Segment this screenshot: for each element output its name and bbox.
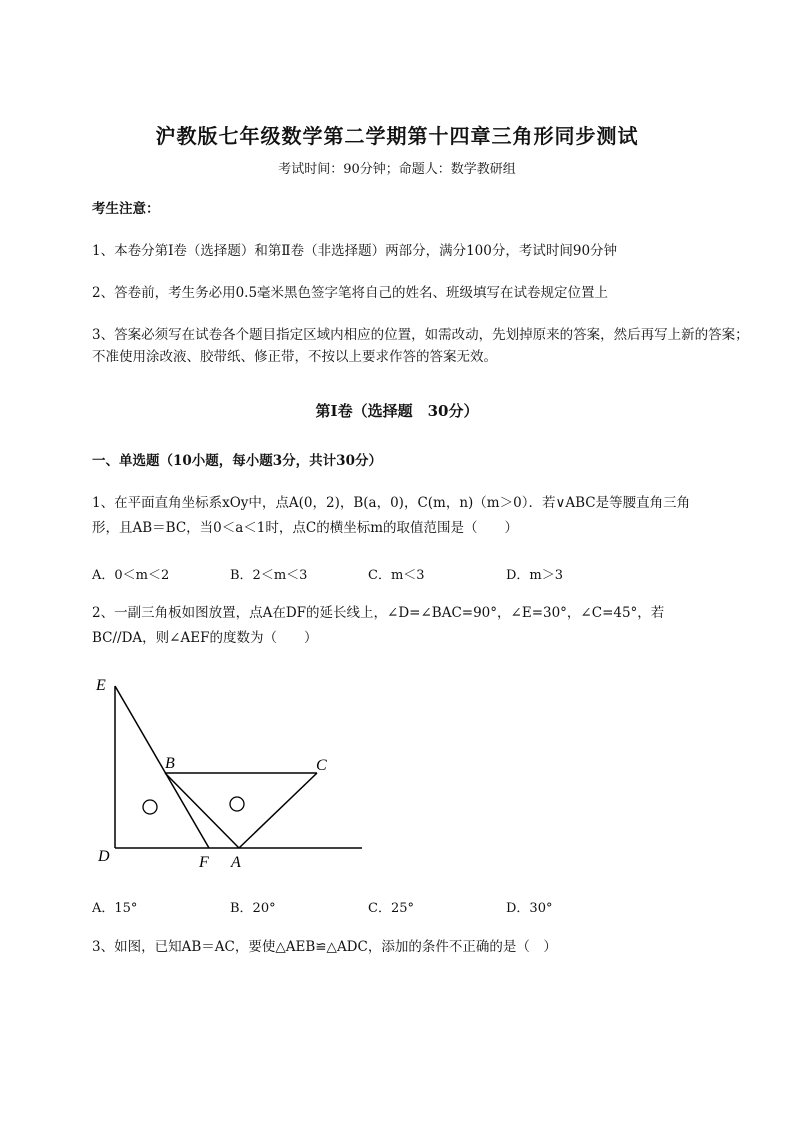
- notice-heading: 考生注意：: [92, 201, 160, 217]
- question-3-line-1: 3、如图，已知AB＝AC，要使△AEB≌△ADC，添加的条件不正确的是（ ）: [92, 939, 557, 955]
- question-2-line-2: BC//DA，则∠AEF的度数为（ ）: [92, 630, 318, 646]
- notice-item-3: 3、答案必须写在试卷各个题目指定区域内相应的位置，如需改动，先划掉原来的答案，然后再写上新的答案；不准使用涂改液、胶带纸、修正带，不按以上要求作答的答案无效。: [92, 327, 749, 365]
- label-f: F: [199, 854, 209, 871]
- question-2-option-b[interactable]: B．20°: [230, 901, 276, 916]
- notice-item-2: 2、答卷前，考生务必用0.5毫米黑色签字笔将自己的姓名、班级填写在试卷规定位置上: [92, 285, 609, 301]
- page-title: 沪教版七年级数学第二学期第十四章三角形同步测试: [155, 124, 639, 148]
- label-c: C: [316, 757, 327, 774]
- edge-ef: [115, 686, 209, 848]
- part-heading: 一、单选题（10小题，每小题3分，共计30分）: [92, 453, 382, 469]
- question-1-line-2: 形，且AB＝BC，当0＜a＜1时，点C的横坐标m的取值范围是（ ）: [92, 520, 519, 536]
- question-1-option-c[interactable]: C．m＜3: [368, 568, 425, 583]
- label-e: E: [96, 677, 106, 694]
- notice-item-1: 1、本卷分第I卷（选择题）和第Ⅱ卷（非选择题）两部分，满分100分，考试时间90分钟: [92, 243, 618, 259]
- hole-circle-right: [230, 797, 244, 811]
- question-2-option-d[interactable]: D．30°: [506, 901, 553, 916]
- label-b: B: [165, 755, 175, 772]
- question-1-option-a[interactable]: A．0＜m＜2: [92, 568, 170, 583]
- hole-circle-left: [143, 800, 157, 814]
- edge-ca: [239, 773, 317, 848]
- question-1-line-1: 1、在平面直角坐标系xOy中，点A(0，2)，B(a，0)，C(m，n)（m＞0）．若∨ABC是等腰直角三角: [92, 495, 691, 511]
- question-2-option-c[interactable]: C．25°: [368, 901, 414, 916]
- label-d: D: [98, 848, 110, 865]
- label-a: A: [231, 854, 241, 871]
- question-2-option-a[interactable]: A．15°: [92, 901, 138, 916]
- question-1-option-b[interactable]: B．2＜m＜3: [230, 568, 308, 583]
- question-1-option-d[interactable]: D．m＞3: [506, 568, 564, 583]
- section-title: 第I卷（选择题 30分）: [315, 402, 479, 420]
- triangle-figure: [92, 672, 372, 872]
- question-2-line-1: 2、一副三角板如图放置，点A在DF的延长线上，∠D=∠BAC=90°，∠E=30°，∠C=45°，若: [92, 605, 665, 621]
- page-subtitle: 考试时间：90分钟；命题人：数学教研组: [278, 162, 516, 177]
